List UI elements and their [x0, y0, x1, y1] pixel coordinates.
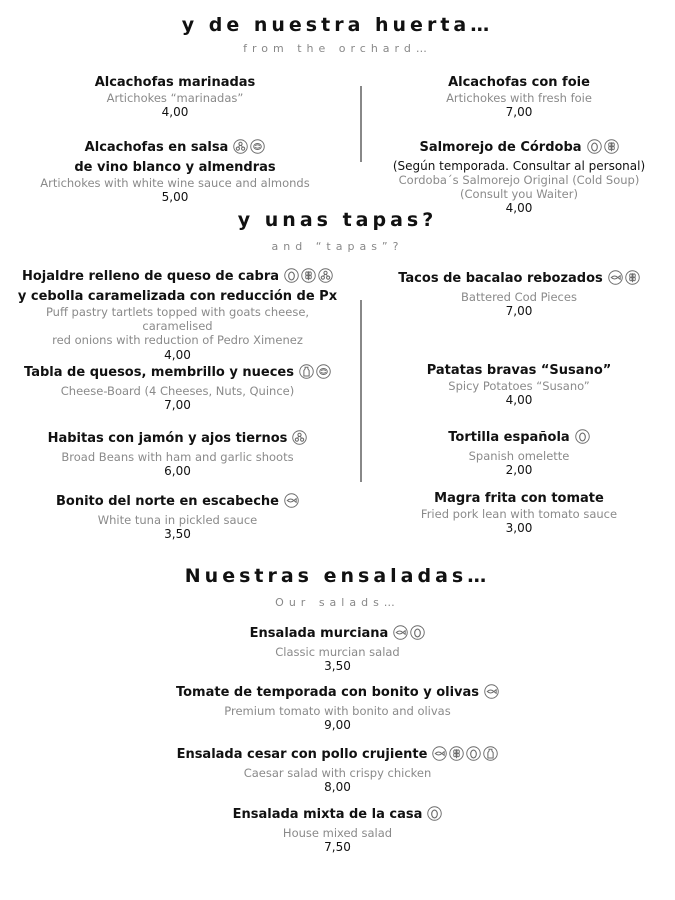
item-name: Habitas con jamón y ajos tiernos: [47, 431, 288, 446]
sulphites-icon: [318, 268, 333, 283]
menu-item: [369, 270, 669, 319]
menu-item: [10, 268, 345, 363]
menu-item: [10, 430, 345, 479]
item-english: Artichokes “marinadas”: [106, 91, 244, 105]
column-divider: [360, 86, 362, 162]
item-english: Spanish omelette: [468, 449, 570, 463]
egg-icon: [575, 429, 590, 444]
fish-icon: [284, 493, 299, 508]
item-english: Premium tomato with bonito and olivas: [224, 704, 451, 718]
item-name: Ensalada murciana: [249, 626, 389, 641]
item-english: Classic murcian salad: [275, 645, 400, 659]
item-price: 8,00: [324, 780, 351, 794]
milk-icon: [299, 364, 314, 379]
allergen-icons: [282, 493, 299, 513]
item-name: Ensalada cesar con pollo crujiente: [176, 747, 428, 762]
item-english-line2: (Consult you Waiter): [460, 187, 578, 201]
item-name: Hojaldre relleno de queso de cabra: [21, 269, 280, 284]
item-name: Tabla de quesos, membrillo y nueces: [24, 365, 294, 380]
item-price: 7,50: [324, 840, 351, 854]
allergen-icons: [430, 746, 498, 766]
section-subtitle-tapas: and “tapas”?: [271, 240, 404, 253]
item-name: Bonito del norte en escabeche: [55, 494, 279, 509]
column-divider: [360, 300, 362, 482]
gluten-icon: [449, 746, 464, 761]
item-price: 7,00: [505, 304, 533, 318]
item-english: Battered Cod Pieces: [461, 290, 577, 304]
item-price: 3,50: [324, 659, 351, 673]
item-english: Caesar salad with crispy chicken: [243, 766, 432, 780]
item-price: 4,00: [164, 348, 191, 362]
fish-icon: [393, 625, 408, 640]
menu-item: [369, 429, 669, 478]
item-name-line2: y cebolla caramelizada con reducción de Px: [17, 289, 338, 304]
item-english: Fried pork lean with tomato sauce: [420, 507, 618, 521]
item-english: Cheese-Board (4 Cheeses, Nuts, Quince): [60, 384, 295, 398]
menu-item: [10, 493, 345, 542]
item-price: 4,00: [505, 393, 533, 407]
item-price: 7,00: [505, 105, 533, 119]
menu-item: [0, 684, 675, 733]
sulphites-icon: [233, 139, 248, 154]
section-subtitle-huerta: from the orchard…: [243, 42, 432, 55]
item-name: Tacos de bacalao rebozados: [398, 271, 603, 286]
item-english: Spicy Potatoes “Susano”: [448, 379, 590, 393]
menu-item: [0, 746, 675, 795]
gluten-icon: [604, 139, 619, 154]
allergen-icons: [482, 684, 499, 704]
item-name: Tomate de temporada con bonito y olivas: [175, 685, 480, 700]
item-name-line2: de vino blanco y almendras: [74, 160, 276, 175]
fish-icon: [484, 684, 499, 699]
allergen-icons: [573, 429, 590, 449]
item-english-line2: red onions with reduction of Pedro Ximenez: [52, 333, 303, 347]
item-price: 4,00: [505, 201, 533, 215]
item-name: Alcachofas con foie: [448, 75, 590, 90]
item-english: Cordoba´s Salmorejo Original (Cold Soup): [398, 173, 640, 187]
egg-icon: [427, 806, 442, 821]
menu-item: [0, 806, 675, 855]
allergen-icons: [282, 268, 333, 288]
item-name: Salmorejo de Córdoba: [419, 140, 582, 155]
menu-item: [25, 74, 325, 120]
item-name: Ensalada mixta de la casa: [232, 807, 423, 822]
milk-icon: [483, 746, 498, 761]
allergen-icons: [606, 270, 640, 290]
item-price: 3,50: [164, 527, 191, 541]
item-name: Tortilla española: [448, 430, 570, 445]
item-note: (Según temporada. Consultar al personal): [392, 159, 646, 173]
section-title-tapas: y unas tapas?: [237, 209, 438, 231]
allergen-icons: [425, 806, 442, 826]
section-title-ensaladas: Nuestras ensaladas…: [184, 565, 491, 587]
fish-icon: [608, 270, 623, 285]
item-english: Puff pastry tartlets topped with goats cheese, caramelised: [45, 305, 310, 333]
allergen-icons: [585, 139, 619, 159]
menu-item: [369, 490, 669, 536]
item-english: Artichokes with white wine sauce and almonds: [40, 176, 310, 190]
egg-icon: [284, 268, 299, 283]
menu-item: [369, 74, 669, 120]
egg-icon: [587, 139, 602, 154]
item-price: 9,00: [324, 718, 351, 732]
section-title-huerta: y de nuestra huerta…: [181, 14, 494, 36]
item-english: House mixed salad: [282, 826, 393, 840]
item-name: Magra frita con tomate: [434, 491, 604, 506]
item-price: 3,00: [505, 521, 533, 535]
item-price: 6,00: [164, 464, 191, 478]
item-name: Alcachofas en salsa: [84, 140, 229, 155]
item-name: Alcachofas marinadas: [94, 75, 256, 90]
item-english: White tuna in pickled sauce: [97, 513, 258, 527]
egg-icon: [466, 746, 481, 761]
nuts-icon: [250, 139, 265, 154]
item-name: Patatas bravas “Susano”: [426, 363, 612, 378]
allergen-icons: [391, 625, 425, 645]
item-price: 4,00: [161, 105, 189, 119]
item-price: 2,00: [505, 463, 533, 477]
gluten-icon: [301, 268, 316, 283]
allergen-icons: [297, 364, 331, 384]
item-english: Broad Beans with ham and garlic shoots: [61, 450, 294, 464]
item-price: 7,00: [164, 398, 191, 412]
allergen-icons: [231, 139, 265, 159]
menu-item: [25, 139, 325, 205]
egg-icon: [410, 625, 425, 640]
gluten-icon: [625, 270, 640, 285]
menu-item: [10, 364, 345, 413]
section-subtitle-ensaladas: Our salads…: [275, 596, 400, 609]
menu-item: [369, 139, 669, 216]
allergen-icons: [290, 430, 307, 450]
menu-item: [369, 362, 669, 408]
item-english: Artichokes with fresh foie: [446, 91, 592, 105]
item-price: 5,00: [161, 190, 189, 204]
fish-icon: [432, 746, 447, 761]
sulphites-icon: [292, 430, 307, 445]
menu-item: [0, 625, 675, 674]
nuts-icon: [316, 364, 331, 379]
